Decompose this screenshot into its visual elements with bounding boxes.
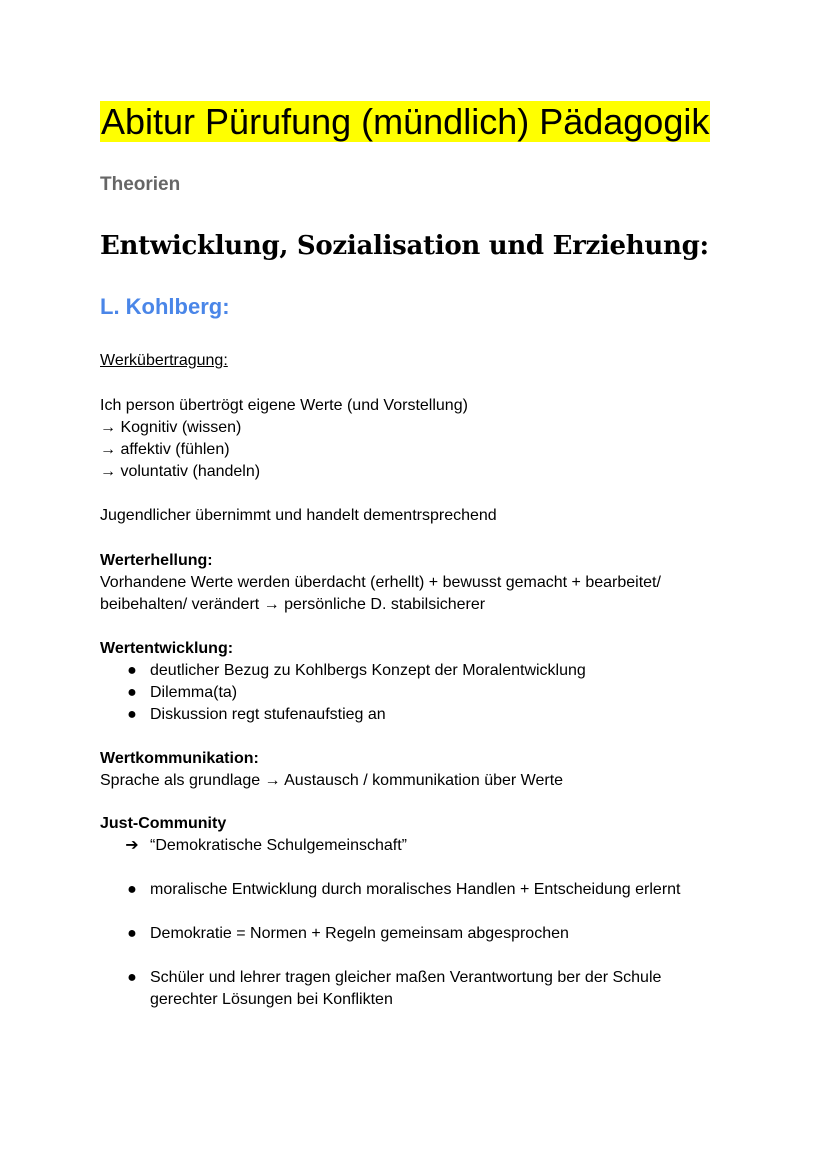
list-item <box>100 967 661 989</box>
just-community-label: Just-Community <box>100 815 227 832</box>
list-item <box>100 835 407 857</box>
just-community-list-1 <box>100 879 681 901</box>
list-item-continuation <box>100 989 661 1011</box>
just-community-list-3 <box>100 967 661 1011</box>
werterhellung-line-2: beibehalten/ verändert → persönliche D. stabilsicherer <box>100 596 486 613</box>
list-item-text: moralische Entwicklung durch moralisches Handlen + Entscheidung erlernt <box>150 881 681 898</box>
just-community-list-2 <box>100 923 569 945</box>
werkuebertragung-label: Werkübertragung: <box>100 352 228 369</box>
list-item <box>100 704 586 726</box>
bullet-icon: ● <box>127 881 137 898</box>
document-subtitle: Theorien <box>100 174 181 195</box>
bullet-icon: ● <box>127 684 137 701</box>
list-item-text: Demokratie = Normen + Regeln gemeinsam abgesprochen <box>150 925 569 942</box>
list-item <box>100 660 586 682</box>
list-item <box>100 923 569 945</box>
arrow-right-icon: ➔ <box>125 837 139 854</box>
list-item-text: Dilemma(ta) <box>150 684 238 701</box>
wertentwicklung-label: Wertentwicklung: <box>100 640 234 657</box>
werkuebertragung-line-5: Jugendlicher übernimmt und handelt dementrsprechend <box>100 507 497 524</box>
werterhellung-label: Werterhellung: <box>100 552 213 569</box>
subsection-heading: L. Kohlberg: <box>100 294 230 319</box>
werkuebertragung-line-4: → voluntativ (handeln) <box>100 463 261 480</box>
wertkommunikation-label: Wertkommunikation: <box>100 750 259 767</box>
list-item-text: Schüler und lehrer tragen gleicher maßen Verantwortung ber der Schule <box>150 969 662 986</box>
werkuebertragung-line-1: Ich person übertrögt eigene Werte (und Vorstellung) <box>100 397 468 414</box>
werterhellung-line-1: Vorhandene Werte werden überdacht (erhellt) + bewusst gemacht + bearbeitet/ <box>100 574 661 591</box>
document-title-text: Abitur Pürufung (mündlich) Pädagogik <box>101 101 710 142</box>
wertentwicklung-list <box>100 660 586 726</box>
list-item-text: Diskussion regt stufenaufstieg an <box>150 706 386 723</box>
wertkommunikation-line-1: Sprache als grundlage → Austausch / kommunikation über Werte <box>100 772 564 789</box>
list-item <box>100 682 586 704</box>
list-item-text: deutlicher Bezug zu Kohlbergs Konzept der Moralentwicklung <box>150 662 586 679</box>
werkuebertragung-line-3: → affektiv (fühlen) <box>100 441 230 458</box>
werkuebertragung-line-2: → Kognitiv (wissen) <box>100 419 242 436</box>
bullet-icon: ● <box>127 925 137 942</box>
section-heading: Entwicklung, Sozialisation und Erziehung: <box>100 231 709 261</box>
list-item-text: “Demokratische Schulgemeinschaft” <box>150 837 407 854</box>
bullet-icon: ● <box>127 969 137 986</box>
bullet-icon: ● <box>127 662 137 679</box>
just-community-arrow-list <box>100 835 407 857</box>
bullet-icon: ● <box>127 706 137 723</box>
list-item <box>100 879 681 901</box>
list-item-text: gerechter Lösungen bei Konflikten <box>150 991 393 1008</box>
document-title <box>100 98 710 146</box>
